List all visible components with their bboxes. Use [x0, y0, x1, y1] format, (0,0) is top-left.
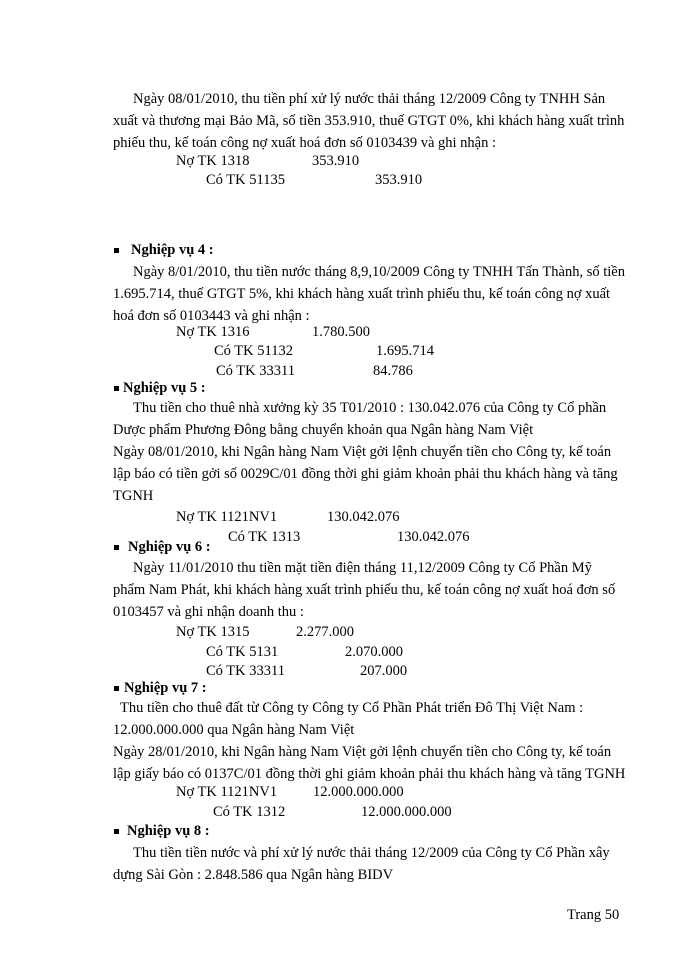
debit-amount: 1.780.500	[312, 324, 370, 340]
section-heading: Nghiệp vụ 7 :	[124, 680, 207, 696]
page-number: Trang 50	[567, 907, 620, 923]
debit-account: Nợ TK 1121NV1	[176, 784, 278, 800]
credit-account: Có TK 1313	[228, 529, 301, 545]
paragraph-line: lập giấy báo có 0137C/01 đồng thời ghi giảm khoản phải thu khách hàng và tăng TGNH	[113, 766, 626, 782]
debit-account: Nợ TK 1318	[176, 153, 250, 169]
paragraph-line: phẩm Nam Phát, khi khách hàng xuất trình phiếu thu, kế toán công nợ xuất hoá đơn số	[113, 582, 616, 598]
paragraph-line: 1.695.714, thuế GTGT 5%, khi khách hàng xuất trình phiếu thu, kế toán công nợ xuất	[113, 286, 611, 302]
paragraph-line: Ngày 08/01/2010, khi Ngân hàng Nam Việt gởi lệnh chuyển tiền cho Công ty, kế toán	[113, 444, 612, 460]
bullet-icon	[114, 686, 119, 691]
bullet-icon	[114, 386, 119, 391]
bullet-icon	[114, 829, 119, 834]
debit-amount: 12.000.000.000	[313, 784, 404, 800]
section-heading: Nghiệp vụ 8 :	[127, 823, 210, 839]
paragraph-line: 0103457 và ghi nhận doanh thu :	[113, 604, 304, 620]
paragraph-line: Ngày 8/01/2010, thu tiền nước tháng 8,9,10/2009 Công ty TNHH Tấn Thành, số tiền	[133, 264, 625, 280]
debit-amount: 353.910	[312, 153, 360, 169]
paragraph-line: Ngày 11/01/2010 thu tiền mặt tiền điện tháng 11,12/2009 Công ty Cổ Phần Mỹ	[133, 560, 592, 576]
credit-amount: 130.042.076	[397, 529, 470, 545]
paragraph-line: xuất và thương mại Bảo Mã, số tiền 353.910, thuế GTGT 0%, khi khách hàng xuất trình	[113, 113, 625, 129]
credit-account: Có TK 1312	[213, 804, 286, 820]
paragraph-line: phiếu thu, kế toán công nợ xuất hoá đơn số 0103439 và ghi nhận :	[113, 135, 497, 151]
paragraph-line: Ngày 08/01/2010, thu tiền phí xử lý nước thải tháng 12/2009 Công ty TNHH Sản	[133, 91, 606, 107]
credit-amount: 207.000	[360, 663, 408, 679]
paragraph-line: Thu tiền cho thuê đất từ Công ty Công ty Cổ Phần Phát triển Đô Thị Việt Nam :	[120, 700, 584, 716]
credit-amount: 353.910	[375, 172, 423, 188]
section-heading: Nghiệp vụ 5 :	[123, 380, 206, 396]
debit-amount: 130.042.076	[327, 509, 400, 525]
section-heading: Nghiệp vụ 6 :	[128, 539, 211, 555]
bullet-icon	[114, 545, 119, 550]
section-heading: Nghiệp vụ 4 :	[131, 242, 214, 258]
paragraph-line: Ngày 28/01/2010, khi Ngân hàng Nam Việt gởi lệnh chuyển tiền cho Công ty, kế toán	[113, 744, 612, 760]
credit-account: Có TK 33311	[206, 663, 285, 679]
paragraph-line: Dược phẩm Phương Đông bằng chuyển khoản qua Ngân hàng Nam Việt	[113, 422, 534, 438]
paragraph-line: TGNH	[113, 488, 154, 504]
credit-amount: 2.070.000	[345, 644, 403, 660]
credit-amount: 12.000.000.000	[361, 804, 452, 820]
paragraph-line: hoá đơn số 0103443 và ghi nhận :	[113, 308, 310, 324]
paragraph-line: Thu tiền tiền nước và phí xử lý nước thải tháng 12/2009 của Công ty Cổ Phần xây	[133, 845, 610, 861]
credit-account: Có TK 33311	[216, 363, 295, 379]
paragraph-line: lập báo có tiền gởi số 0029C/01 đồng thời ghi giảm khoản phải thu khách hàng và tăng	[113, 466, 618, 482]
credit-account: Có TK 5131	[206, 644, 279, 660]
paragraph-line: dựng Sài Gòn : 2.848.586 qua Ngân hàng BIDV	[113, 867, 394, 883]
paragraph-line: 12.000.000.000 qua Ngân hàng Nam Việt	[113, 722, 355, 738]
debit-account: Nợ TK 1316	[176, 324, 250, 340]
credit-amount: 84.786	[373, 363, 413, 379]
paragraph-line: Thu tiền cho thuê nhà xưởng kỳ 35 T01/2010 : 130.042.076 của Công ty Cổ phần	[133, 400, 607, 416]
debit-account: Nợ TK 1121NV1	[176, 509, 278, 525]
bullet-icon	[114, 248, 119, 253]
debit-amount: 2.277.000	[296, 624, 354, 640]
credit-amount: 1.695.714	[376, 343, 434, 359]
credit-account: Có TK 51135	[206, 172, 285, 188]
debit-account: Nợ TK 1315	[176, 624, 250, 640]
credit-account: Có TK 51132	[214, 343, 293, 359]
